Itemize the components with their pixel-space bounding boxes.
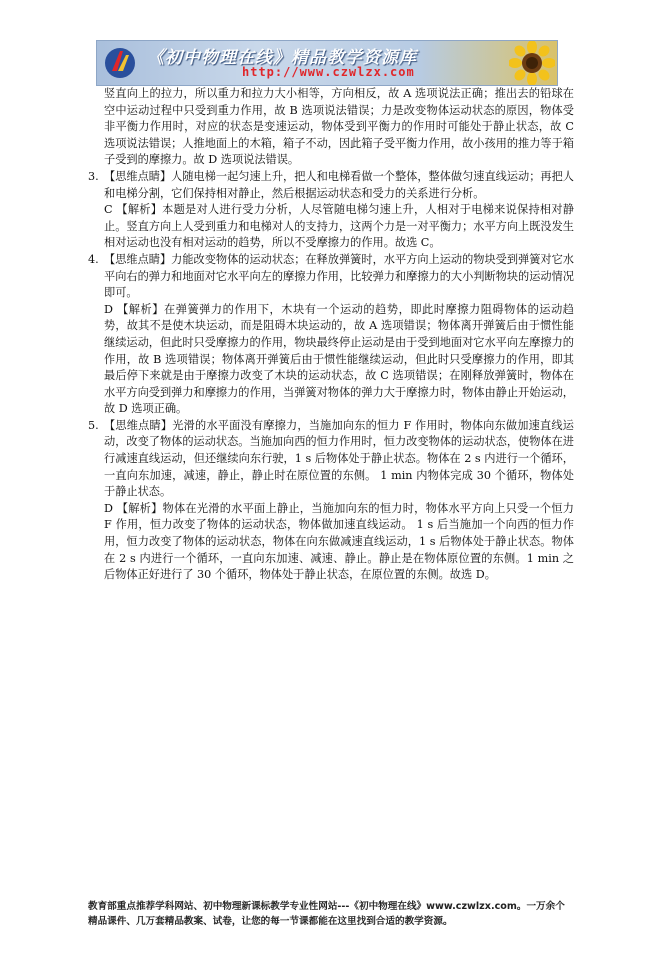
document-body: [88, 86, 574, 584]
sunflower-icon: [509, 41, 555, 85]
paragraph-text: 竖直向上的拉力，所以重力和拉力大小相等，方向相反，故 A 选项说法正确；推出去的铅球在空中运动过程中只受到重力作用，故 B 选项说法错误；力是改变物体运动状态的原因，物体受非平衡力作用时，对应的状态是变速运动，物体受到平衡力的作用时可能处于静止状态，故 C 选项说法错误；人推地面上的木箱，箱子不动，因此箱子受平衡力作用，故小孩用的推力等于箱子受到的摩擦力。故 D 选项说法错误。: [104, 87, 574, 167]
answer-explanation: C 【解析】本题是对人进行受力分析，人尽管随电梯匀速上升，人相对于电梯来说保持相对静止。竖直方向上人受到重力和电梯对人的支持力，这两个力是一对平衡力；水平方向上既没发生相对运动也没有相对运动的趋势，所以不受摩擦力的作用。故选 C。: [104, 203, 574, 250]
answer-explanation: D 【解析】在弹簧弹力的作用下，木块有一个运动的趋势，即此时摩擦力阻碍物体的运动趋势，故其不是使木块运动，而是阻碍木块运动的，故 A 选项错误；物体离开弹簧后由于惯性能继续运动，但此时只受摩擦力的作用，物块最终停止运动是由于受到地面对它水平向左摩擦力的作用，故 B 选项错误；物体离开弹簧后由于惯性能继续运动，但此时只受摩擦力的作用，即其最后停下来就是由于摩擦力改变了木块的运动状态，故 C 选项错误；在刚释放弹簧时，物体在水平方向受到弹力和摩擦力的作用，当弹簧对物体的弹力大于摩擦力时，物体由静止开始运动，故 D 选项正确。: [104, 302, 574, 416]
header-banner: [96, 40, 558, 86]
answer-2-continuation: [88, 86, 574, 169]
thinking-tip: 【思维点睛】人随电梯一起匀速上升，把人和电梯看做一个整体，整体做匀速直线运动；再把人和电梯分割，它们保持相对静止，然后根据运动状态和受力的关系进行分析。: [104, 169, 574, 200]
thinking-tip: 【思维点睛】力能改变物体的运动状态；在释放弹簧时，水平方向上运动的物块受到弹簧对它水平向右的弹力和地面对它水平向左的摩擦力作用，比较弹力和摩擦力的大小判断物块的运动情况即可。: [104, 252, 574, 300]
banner-title: 《初中物理在线》精品教学资源库: [147, 48, 417, 68]
question-4: [88, 252, 574, 418]
question-number: 5.: [88, 418, 99, 432]
question-5: [88, 418, 574, 584]
footer-line-1: 教育部重点推荐学科网站、初中物理新课标教学专业性网站---《初中物理在线》www.czwlzx.com。一万余个: [88, 901, 565, 912]
question-number: 3.: [88, 169, 99, 183]
question-number: 4.: [88, 252, 99, 266]
footer-line-2: 精品课件、几万套精品教案、试卷，让您的每一节课都能在这里找到合适的教学资源。: [88, 916, 453, 927]
question-3: [88, 169, 574, 252]
answer-explanation: D 【解析】物体在光滑的水平面上静止，当施加向东的恒力时，物体水平方向上只受一个恒力 F 作用，恒力改变了物体的运动状态，物体做加速直线运动。 1 s 后当施加一个向西的恒力作用，恒力改变了物体的运动状态，物体在向东做减速直线运动，1 s 后物体处于静止状态。物体在 2 s 内进行一个循环，一直向东加速、减速、静止。静止是在物体原位置的东侧。1 min 之后物体正好进行了 30 个循环，物体处于静止状态，在原位置的东侧。故选 D。: [104, 501, 574, 582]
page-footer: [88, 899, 588, 929]
banner-url[interactable]: http://www.czwlzx.com: [242, 65, 415, 79]
logo-icon: [103, 45, 137, 81]
thinking-tip: 【思维点睛】光滑的水平面没有摩擦力，当施加向东的恒力 F 作用时，物体向东做加速直线运动，改变了物体的运动状态。当施加向西的恒力作用时，恒力改变物体的运动状态，使物体在进行减速直线运动，但还继续向东行驶，1 s 后物体处于静止状态。物体在 2 s 内进行一个循环，一直向东加速，减速，静止，静止时在原位置的东侧。 1 min 内物体完成 30 个循环，物体处于静止状态。: [104, 418, 574, 499]
